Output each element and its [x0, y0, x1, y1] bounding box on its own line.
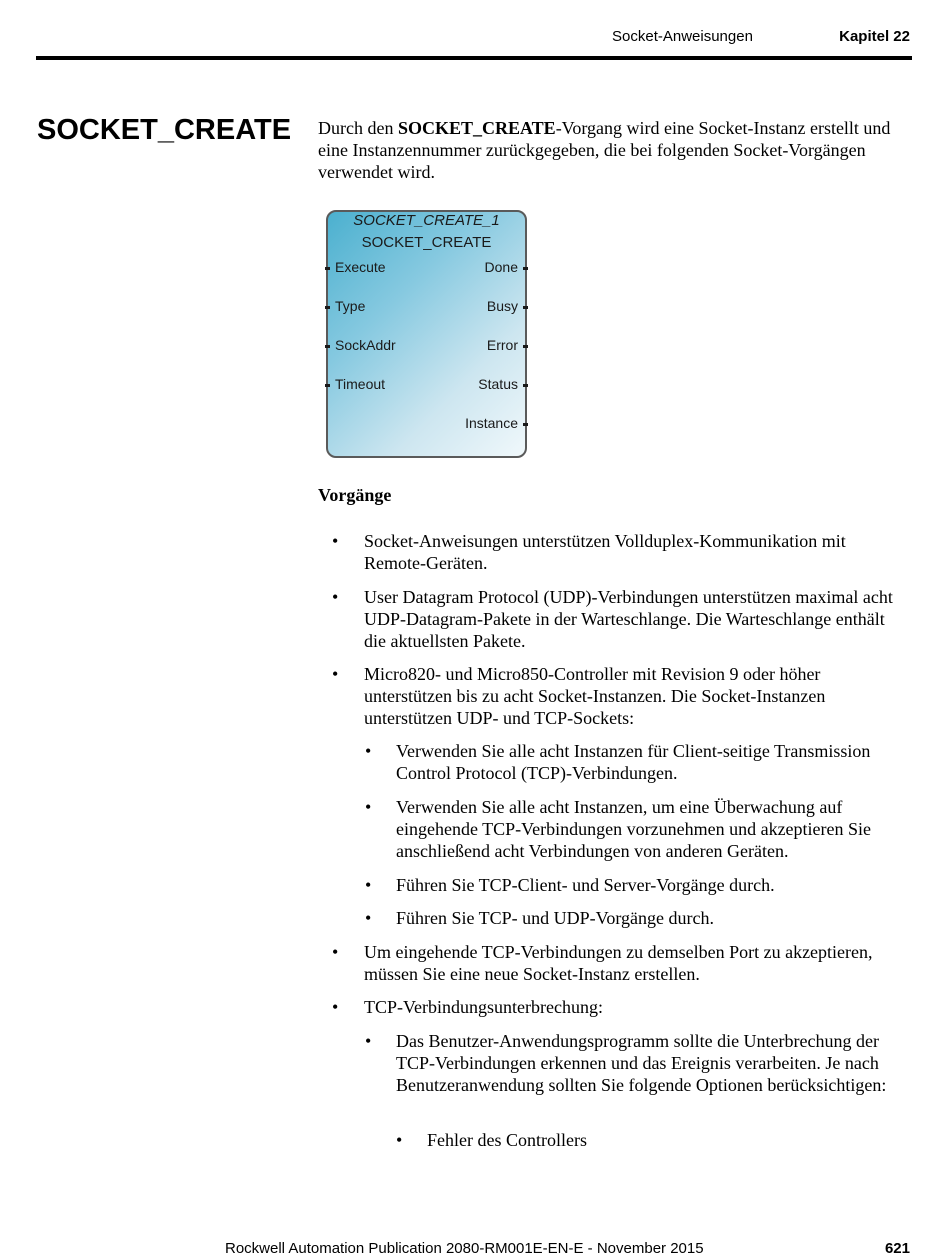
fb-input-connector-icon	[325, 384, 330, 387]
bullet-icon: •	[365, 797, 372, 817]
list-item-text: Verwenden Sie alle acht Instanzen, um eine Überwachung auf eingehende TCP-Verbindungen vorzunehmen und akzeptieren Sie anschließend acht Verbindungen von anderen Geräten.	[396, 797, 872, 861]
bullet-icon: •	[332, 531, 339, 551]
fb-output-instance	[465, 415, 518, 431]
footer-publication: Rockwell Automation Publication 2080-RM001E-EN-E - November 2015	[225, 1240, 704, 1257]
list-item-text: Führen Sie TCP- und UDP-Vorgänge durch.	[396, 908, 714, 928]
list-item	[365, 740, 910, 784]
fb-output-label: Instance	[465, 415, 518, 431]
bullet-icon: •	[365, 741, 372, 761]
chapter-label: Kapitel 22	[839, 28, 910, 45]
fb-output-label: Busy	[486, 298, 518, 314]
bullet-icon: •	[332, 587, 339, 607]
bullet-icon: •	[365, 1031, 372, 1051]
fb-input-execute	[335, 259, 386, 275]
fb-input-connector-icon	[325, 306, 330, 309]
fb-input-label: Type	[335, 298, 366, 314]
fb-input-timeout	[335, 376, 385, 392]
fb-input-label: Timeout	[335, 376, 386, 392]
fb-output-connector-icon	[523, 423, 528, 426]
list-item	[332, 530, 910, 574]
fb-output-connector-icon	[523, 267, 528, 270]
fb-output-label: Status	[478, 376, 518, 392]
list-item	[365, 874, 910, 896]
page-title: SOCKET_CREATE	[37, 114, 292, 146]
intro-text-pre: Durch den	[318, 118, 398, 138]
fb-input-connector-icon	[325, 345, 330, 348]
fb-type-name: SOCKET_CREATE	[361, 234, 492, 251]
bullet-icon: •	[332, 997, 339, 1017]
fb-input-label: SockAddr	[335, 337, 396, 353]
list-item	[332, 941, 910, 985]
bullet-icon: •	[332, 664, 339, 684]
fb-output-busy	[487, 298, 518, 314]
list-item-text: Das Benutzer-Anwendungsprogramm sollte die Unterbrechung der TCP-Verbindungen erkennen und das Ereignis verarbeiten. Je nach Benutzeranwendung sollten Sie folgende Optionen berücksichtigen:	[396, 1031, 887, 1095]
list-item-text: Socket-Anweisungen unterstützen Vollduplex-Kommunikation mit Remote-Geräten.	[364, 531, 846, 573]
list-item-text: Verwenden Sie alle acht Instanzen für Client-seitige Transmission Control Protocol (TCP)-Verbindungen.	[396, 741, 871, 783]
page-number: 621	[884, 1240, 910, 1257]
fb-input-label: Execute	[335, 259, 386, 275]
bullet-icon: •	[332, 942, 339, 962]
fb-output-done	[485, 259, 518, 275]
list-item-text: Micro820- und Micro850-Controller mit Revision 9 oder höher unterstützen bis zu acht Socket-Instanzen. Die Socket-Instanzen unterstützen UDP- und TCP-Sockets:	[364, 664, 826, 728]
fb-output-connector-icon	[523, 306, 528, 309]
fb-output-status	[478, 376, 518, 392]
intro-paragraph	[318, 117, 910, 183]
fb-input-type	[335, 298, 365, 314]
list-item-text: Fehler des Controllers	[427, 1130, 587, 1150]
function-block-diagram	[326, 210, 527, 458]
bullet-icon: •	[365, 875, 372, 895]
list-item	[332, 663, 910, 729]
list-item	[365, 796, 910, 862]
list-item-text: User Datagram Protocol (UDP)-Verbindungen unterstützen maximal acht UDP-Datagram-Pakete in der Warteschlange. Die Warteschlange enthält die aktuellsten Pakete.	[364, 587, 893, 651]
fb-input-sockaddr	[335, 337, 396, 353]
operations-heading: Vorgänge	[318, 485, 392, 505]
fb-output-label: Done	[484, 259, 518, 275]
fb-output-label: Error	[486, 337, 518, 353]
section-title: Socket-Anweisungen	[612, 28, 753, 45]
list-item	[365, 1030, 910, 1096]
fb-output-error	[487, 337, 518, 353]
list-item-text: Um eingehende TCP-Verbindungen zu demselben Port zu akzeptieren, müssen Sie eine neue Socket-Instanz erstellen.	[364, 942, 873, 984]
fb-output-connector-icon	[523, 345, 528, 348]
list-item	[332, 586, 910, 652]
bullet-icon: •	[396, 1130, 403, 1150]
fb-input-connector-icon	[325, 267, 330, 270]
list-item	[332, 996, 910, 1018]
list-item-text: TCP-Verbindungsunterbrechung:	[364, 997, 603, 1017]
list-item	[365, 907, 910, 929]
list-item	[396, 1129, 907, 1151]
fb-instance-name: SOCKET_CREATE_1	[353, 212, 500, 229]
fb-output-connector-icon	[523, 384, 528, 387]
bullet-icon: •	[365, 908, 372, 928]
intro-text-bold: SOCKET_CREATE	[397, 118, 556, 138]
intro-text-post: -Vorgang wird eine Socket-Instanz erstellt und eine Instanzennummer zurückgegeben, die bei folgenden Socket-Vorgängen verwendet wird.	[318, 118, 891, 182]
list-item-text: Führen Sie TCP-Client- und Server-Vorgänge durch.	[396, 875, 775, 895]
page-header	[36, 0, 912, 60]
